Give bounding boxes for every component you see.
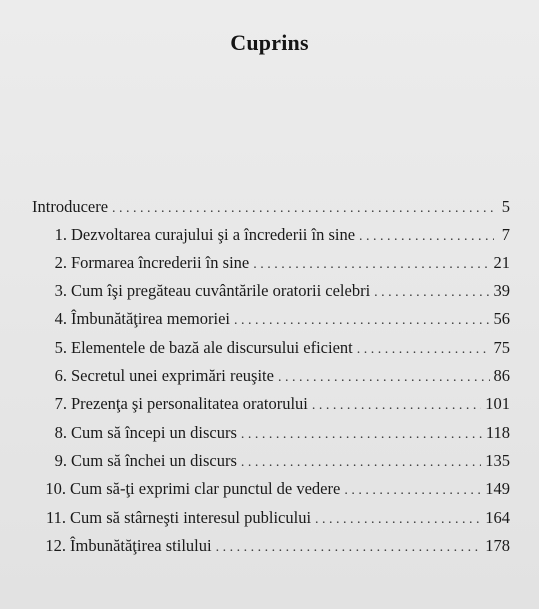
toc-entry-number: 8. xyxy=(54,423,67,442)
toc-leader-dots xyxy=(278,366,490,390)
toc-entry-7 xyxy=(32,392,510,416)
toc-entry-9 xyxy=(32,449,510,473)
toc-entry-page: 178 xyxy=(485,536,510,555)
toc-entry-text: Cum îşi pregăteau cuvântările oratorii celebri xyxy=(71,281,371,300)
toc-entry-page: 39 xyxy=(493,281,510,300)
toc-leader-dots xyxy=(253,253,489,277)
toc-entry-page: 164 xyxy=(485,508,510,527)
toc-leader-dots xyxy=(357,338,490,362)
toc-entry-number: 10. xyxy=(45,479,66,498)
toc-entry-page: 135 xyxy=(485,451,510,470)
toc-entry-3 xyxy=(32,279,510,303)
toc-entry-8 xyxy=(32,421,510,445)
toc-entry-number: 6. xyxy=(54,366,67,385)
toc-entry-page: 7 xyxy=(501,225,510,244)
toc-entry-number: 12. xyxy=(45,536,66,555)
toc-entry-number: 3. xyxy=(54,281,67,300)
toc-entry-text: Cum să începi un discurs xyxy=(71,423,237,442)
toc-entry-number: 11. xyxy=(45,508,66,527)
toc-entry-6 xyxy=(32,364,510,388)
toc-entry-text: Formarea încrederii în sine xyxy=(71,253,250,272)
toc-entry-number: 4. xyxy=(54,309,67,328)
toc-entry-page: 149 xyxy=(485,479,510,498)
toc-entry-number: 7. xyxy=(54,394,67,413)
toc-entry-introduction xyxy=(32,195,510,219)
toc-leader-dots xyxy=(344,479,481,503)
toc-entry-text: Cum să închei un discurs xyxy=(71,451,237,470)
toc-entry-page: 5 xyxy=(501,197,510,216)
toc-entry-text: Elementele de bază ale discursului eficient xyxy=(71,338,353,357)
toc-entry-page: 75 xyxy=(493,338,510,357)
toc-entry-12 xyxy=(32,534,510,558)
toc-leader-dots xyxy=(241,451,481,475)
toc-entry-text: Cum să-ţi exprimi clar punctul de vedere xyxy=(70,479,341,498)
toc-entry-page: 118 xyxy=(485,423,510,442)
toc-entry-text: Îmbunătăţirea memoriei xyxy=(71,309,230,328)
toc-entry-1 xyxy=(32,223,510,247)
toc-entry-page: 101 xyxy=(485,394,510,413)
toc-entry-number: 1. xyxy=(54,225,67,244)
toc-entry-number: 5. xyxy=(54,338,67,357)
toc-entry-4 xyxy=(32,307,510,331)
toc-entry-number: 9. xyxy=(54,451,67,470)
toc-entry-page: 56 xyxy=(493,309,510,328)
toc-entry-number: 2. xyxy=(54,253,67,272)
toc-entry-page: 86 xyxy=(493,366,510,385)
toc-leader-dots xyxy=(112,197,494,221)
toc-entry-text: Cum să stârneşti interesul publicului xyxy=(70,508,312,527)
toc-leader-dots xyxy=(359,225,494,249)
toc-leader-dots xyxy=(315,508,481,532)
toc-entry-text: Prezenţa şi personalitatea oratorului xyxy=(71,394,308,413)
toc-entry-10 xyxy=(32,477,510,501)
toc-leader-dots xyxy=(374,281,489,305)
toc-leader-dots xyxy=(216,536,482,560)
toc-entry-text: Dezvoltarea curajului şi a încrederii în sine xyxy=(71,225,356,244)
page-title: Cuprins xyxy=(230,30,309,55)
toc-entry-11 xyxy=(32,506,510,530)
toc-entry-text: Îmbunătăţirea stilului xyxy=(70,536,212,555)
toc-entry-2 xyxy=(32,251,510,275)
toc-leader-dots xyxy=(312,394,481,418)
toc-entry-text: Secretul unei exprimări reuşite xyxy=(71,366,274,385)
toc-entry-page: 21 xyxy=(493,253,510,272)
toc-entry-5 xyxy=(32,336,510,360)
toc-leader-dots xyxy=(234,309,490,333)
toc-entry-text: Introducere xyxy=(32,197,109,216)
toc-leader-dots xyxy=(241,423,482,447)
